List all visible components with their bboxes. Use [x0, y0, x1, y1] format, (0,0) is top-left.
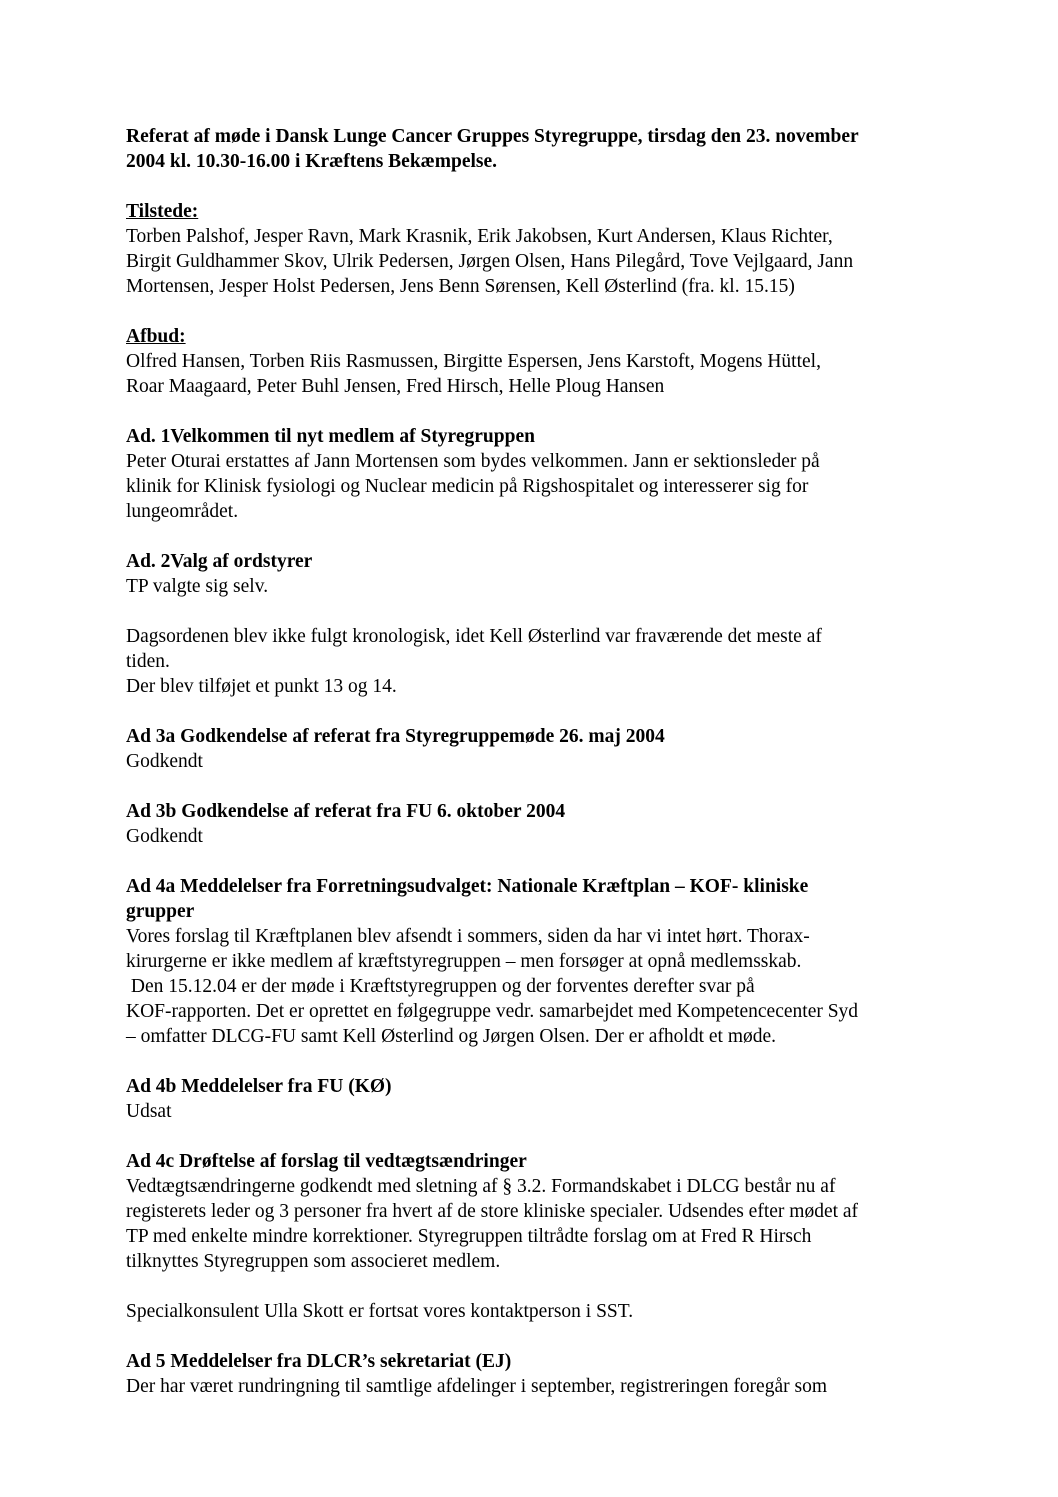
absent-section: [126, 324, 938, 399]
agenda-note: [126, 624, 938, 699]
document-title: [126, 124, 938, 174]
agenda-item-3b: [126, 799, 938, 849]
item-heading: Ad 4a Meddelelser fra Forretningsudvalget: Nationale Kræftplan – KOF- kliniske: [126, 876, 809, 897]
agenda-item-5: [126, 1349, 938, 1399]
item-text-line: tilknyttes Styregruppen som associeret medlem.: [126, 1251, 501, 1272]
item-text-line: Vores forslag til Kræftplanen blev afsendt i sommers, siden da har vi intet hørt. Thorax-: [126, 926, 810, 947]
item-text-line: TP med enkelte mindre korrektioner. Styregruppen tiltrådte forslag om at Fred R Hirsch: [126, 1226, 812, 1247]
item-text-line: Vedtægtsændringerne godkendt med sletning af § 3.2. Formandskabet i DLCG består nu af: [126, 1176, 836, 1197]
item-text-line: Peter Oturai erstattes af Jann Mortensen som bydes velkommen. Jann er sektionsleder på: [126, 451, 820, 472]
item-heading: grupper: [126, 901, 195, 922]
item-text-line: registerets leder og 3 personer fra hvert af de store kliniske specialer. Udsendes efter mødet af: [126, 1201, 859, 1222]
item-text-line: Specialkonsulent Ulla Skott er fortsat vores kontaktperson i SST.: [126, 1301, 634, 1322]
item-text-line: – omfatter DLCG-FU samt Kell Østerlind og Jørgen Olsen. Der er afholdt et møde.: [126, 1026, 777, 1047]
attendees-line: Torben Palshof, Jesper Ravn, Mark Krasnik, Erik Jakobsen, Kurt Andersen, Klaus Richter,: [126, 226, 833, 247]
attendees-heading: Tilstede:: [126, 201, 199, 222]
item-heading: Ad 3a Godkendelse af referat fra Styregruppemøde 26. maj 2004: [126, 726, 665, 747]
document-page: [126, 124, 938, 1424]
attendees-line: Birgit Guldhammer Skov, Ulrik Pedersen, Jørgen Olsen, Hans Pilegård, Tove Vejlgaard, Jann: [126, 251, 854, 272]
item-text-line: Der har været rundringning til samtlige afdelinger i september, registreringen foregår som: [126, 1376, 827, 1397]
item-heading: Ad 5 Meddelelser fra DLCR’s sekretariat (EJ): [126, 1351, 512, 1372]
attendees-section: [126, 199, 938, 299]
item-heading: Ad. 1Velkommen til nyt medlem af Styregruppen: [126, 426, 535, 447]
item-text-line: Godkendt: [126, 826, 203, 847]
title-line: 2004 kl. 10.30-16.00 i Kræftens Bekæmpelse.: [126, 151, 498, 172]
item-text-line: lungeområdet.: [126, 501, 239, 522]
item-text-line: KOF-rapporten. Det er oprettet en følgegruppe vedr. samarbejdet med Kompetencecenter Syd: [126, 1001, 859, 1022]
agenda-item-4b: [126, 1074, 938, 1124]
item-text-line: tiden.: [126, 651, 170, 672]
item-text-line: klinik for Klinisk fysiologi og Nuclear medicin på Rigshospitalet og interesserer sig for: [126, 476, 809, 497]
item-text-line: Udsat: [126, 1101, 172, 1122]
agenda-item-3a: [126, 724, 938, 774]
attendees-line: Mortensen, Jesper Holst Pedersen, Jens Benn Sørensen, Kell Østerlind (fra. kl. 15.15): [126, 276, 795, 297]
agenda-item-4c: [126, 1149, 938, 1274]
item-text-line: TP valgte sig selv.: [126, 576, 269, 597]
absent-line: Roar Maagaard, Peter Buhl Jensen, Fred Hirsch, Helle Ploug Hansen: [126, 376, 665, 397]
item-text-line: kirurgerne er ikke medlem af kræftstyregruppen – men forsøger at opnå medlemsskab.: [126, 951, 802, 972]
item-text-line: Der blev tilføjet et punkt 13 og 14.: [126, 676, 397, 697]
agenda-item-1: [126, 424, 938, 524]
absent-line: Olfred Hansen, Torben Riis Rasmussen, Birgitte Espersen, Jens Karstoft, Mogens Hüttel,: [126, 351, 821, 372]
item-text-line: Den 15.12.04 er der møde i Kræftstyregruppen og der forventes derefter svar på: [126, 976, 755, 997]
agenda-item-2: [126, 549, 938, 599]
item-heading: Ad. 2Valg af ordstyrer: [126, 551, 313, 572]
title-line: Referat af møde i Dansk Lunge Cancer Gruppes Styregruppe, tirsdag den 23. november: [126, 126, 859, 147]
item-text-line: Dagsordenen blev ikke fulgt kronologisk, idet Kell Østerlind var fraværende det meste af: [126, 626, 822, 647]
item-heading: Ad 4b Meddelelser fra FU (KØ): [126, 1076, 392, 1097]
agenda-note-sst: [126, 1299, 938, 1324]
item-text-line: Godkendt: [126, 751, 203, 772]
item-heading: Ad 4c Drøftelse af forslag til vedtægtsændringer: [126, 1151, 527, 1172]
item-heading: Ad 3b Godkendelse af referat fra FU 6. oktober 2004: [126, 801, 566, 822]
absent-heading: Afbud:: [126, 326, 186, 347]
agenda-item-4a: [126, 874, 938, 1049]
